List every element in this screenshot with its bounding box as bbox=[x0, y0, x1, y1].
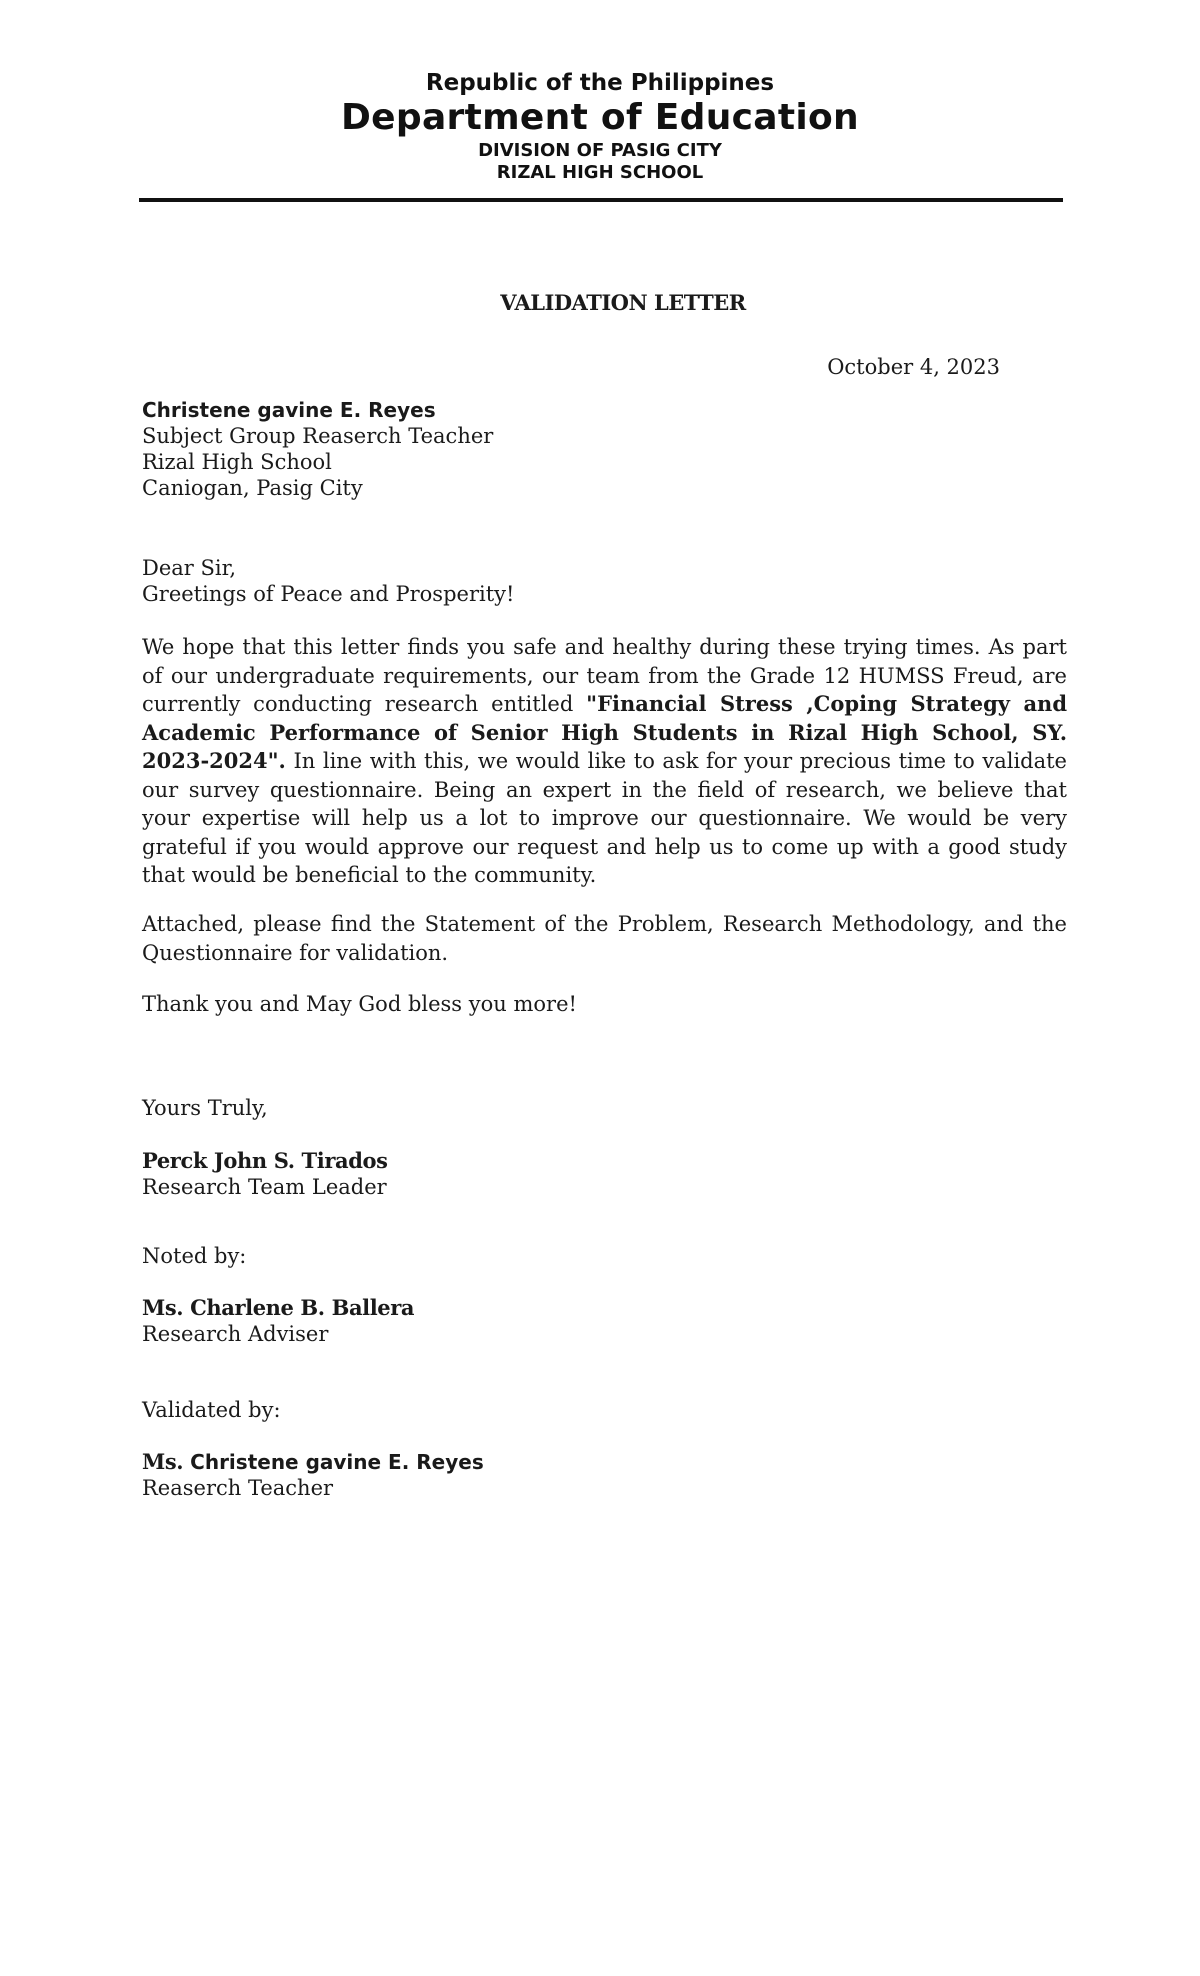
validator-role: Reaserch Teacher bbox=[142, 1476, 334, 1500]
research-title: "Financial Stress ,Coping Strategy and Academic Performance of Senior High Students in Rizal High School, SY. 2023-2024". bbox=[142, 691, 1067, 773]
validated-by-label: Validated by: bbox=[142, 1398, 281, 1422]
paragraph-1-request: In line with this, we would like to ask for your precious time to validate our survey questionnaire. Being an expert in the field of research, we believe that your expertise will help us a lot to improve our questionnaire. We would be very grateful if you would approve our request and help us to come up with a good study that would be beneficial to the community. bbox=[142, 749, 1067, 887]
adviser-name: Ms. Charlene B. Ballera bbox=[142, 1295, 415, 1320]
sender-name: Perck John S. Tirados bbox=[142, 1148, 388, 1173]
noted-by-label: Noted by: bbox=[142, 1244, 247, 1268]
recipient-name: Christene gavine E. Reyes bbox=[142, 398, 436, 422]
sender-signature-block bbox=[142, 1148, 1067, 1200]
letter-title: VALIDATION LETTER bbox=[500, 290, 746, 315]
closing: Yours Truly, bbox=[142, 1096, 268, 1120]
paragraph-1-intro: We hope that this letter finds you safe and healthy during these trying times. As part of our undergraduate requirements, our team from the Grade 12 HUMSS Freud, are currently conducting research entitled bbox=[142, 635, 1067, 716]
letterhead-school: RIZAL HIGH SCHOOL bbox=[496, 162, 704, 183]
sender-role: Research Team Leader bbox=[142, 1175, 387, 1199]
recipient-block bbox=[142, 397, 1067, 501]
adviser-signature-block bbox=[142, 1295, 1067, 1347]
letter-date: October 4, 2023 bbox=[827, 355, 1000, 379]
body-paragraph-2: Attached, please find the Statement of the Problem, Research Methodology, and the Questionnaire for validation. bbox=[142, 912, 1067, 965]
validator-name: Christene gavine E. Reyes bbox=[183, 1450, 484, 1474]
letterhead-divider bbox=[139, 198, 1063, 202]
validator-signature-block bbox=[142, 1449, 1067, 1501]
letterhead-division: DIVISION OF PASIG CITY bbox=[478, 140, 722, 161]
salutation: Dear Sir, bbox=[142, 556, 237, 580]
closing-thanks: Thank you and May God bless you more! bbox=[142, 992, 577, 1016]
salutation-block bbox=[142, 555, 1067, 607]
recipient-position: Subject Group Reaserch Teacher bbox=[142, 424, 494, 448]
body-paragraph-1 bbox=[142, 633, 1067, 890]
recipient-address: Caniogan, Pasig City bbox=[142, 476, 363, 500]
letterhead-department: Department of Education bbox=[341, 97, 859, 138]
adviser-role: Research Adviser bbox=[142, 1322, 329, 1346]
validator-prefix: Ms. bbox=[142, 1449, 184, 1474]
letterhead-republic: Republic of the Philippines bbox=[425, 70, 775, 96]
greeting: Greetings of Peace and Prosperity! bbox=[142, 582, 515, 606]
recipient-school: Rizal High School bbox=[142, 450, 332, 474]
